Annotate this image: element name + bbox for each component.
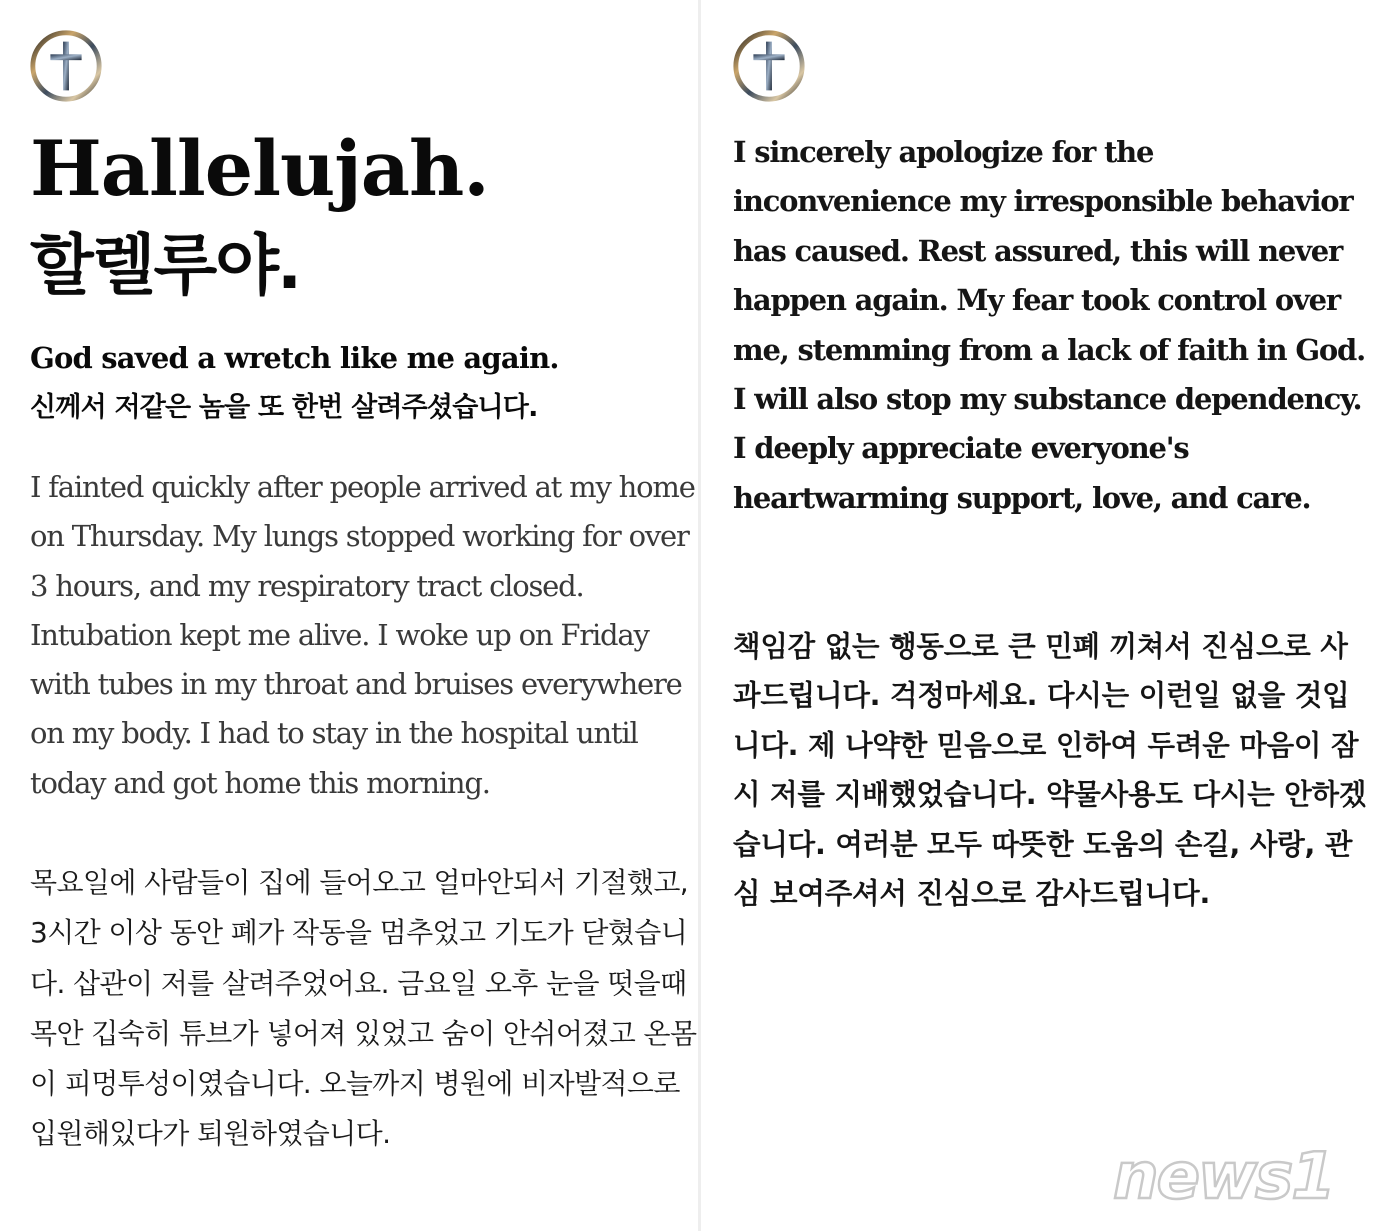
apology-paragraph-korean: 책임감 없는 행동으로 큰 민폐 끼쳐서 진심으로 사과드립니다. 걱정마세요. 다시는 이런일 없을 것입니다. 제 나약한 믿음으로 인하여 두려운 마음이 잠시 저를 지배했었습니다. 약물사용도 다시는 안하겠습니다. 여러분 모두 따뜻한 도움의 손길, 사랑, 관심 보여주셔서 진심으로 감사드립니다. <box>733 630 1367 911</box>
right-panel <box>701 0 1400 1231</box>
cross-in-circle-icon <box>730 27 808 105</box>
news1-watermark-logo <box>1105 1130 1395 1215</box>
page-title: Hallelujah. <box>30 124 489 213</box>
svg-text:news1: news1 <box>1113 1140 1334 1214</box>
story-paragraph: I fainted quickly after people arrived at my home on Thursday. My lungs stopped working for over 3 hours, and my respiratory tract closed. Intubation kept me alive. I woke up on Friday with tubes in my throat and bruises everywhere on my body. I had to stay in the hospital until today and got home this morning. <box>30 470 695 800</box>
apology-paragraph: I sincerely apologize for the inconvenience my irresponsible behavior has caused. Rest assured, this will never happen again. My fear took control over me, stemming from a lack of faith in God. I will also stop my substance dependency. I deeply appreciate everyone's heartwarming support, love, and care. <box>733 135 1366 515</box>
page-title-korean: 할렐루야. <box>30 227 301 304</box>
cross-in-circle-icon <box>27 27 105 105</box>
subtitle: God saved a wretch like me again. <box>30 341 559 375</box>
subtitle-korean: 신께서 저같은 놈을 또 한번 살려주셨습니다. <box>30 392 538 423</box>
left-panel <box>0 0 698 1231</box>
story-paragraph-korean: 목요일에 사람들이 집에 들어오고 얼마안되서 기절했고, 3시간 이상 동안 폐가 작동을 멈추었고 기도가 닫혔습니다. 삽관이 저를 살려주었어요. 금요일 오후 눈을 떳을때 목안 깁숙히 튜브가 넣어져 있었고 숨이 안쉬어졌고 온몸이 피멍투성이였습니다. 오늘까지 병원에 비자발적으로 입원해있다가 퇴원하였습니다. <box>30 866 697 1151</box>
